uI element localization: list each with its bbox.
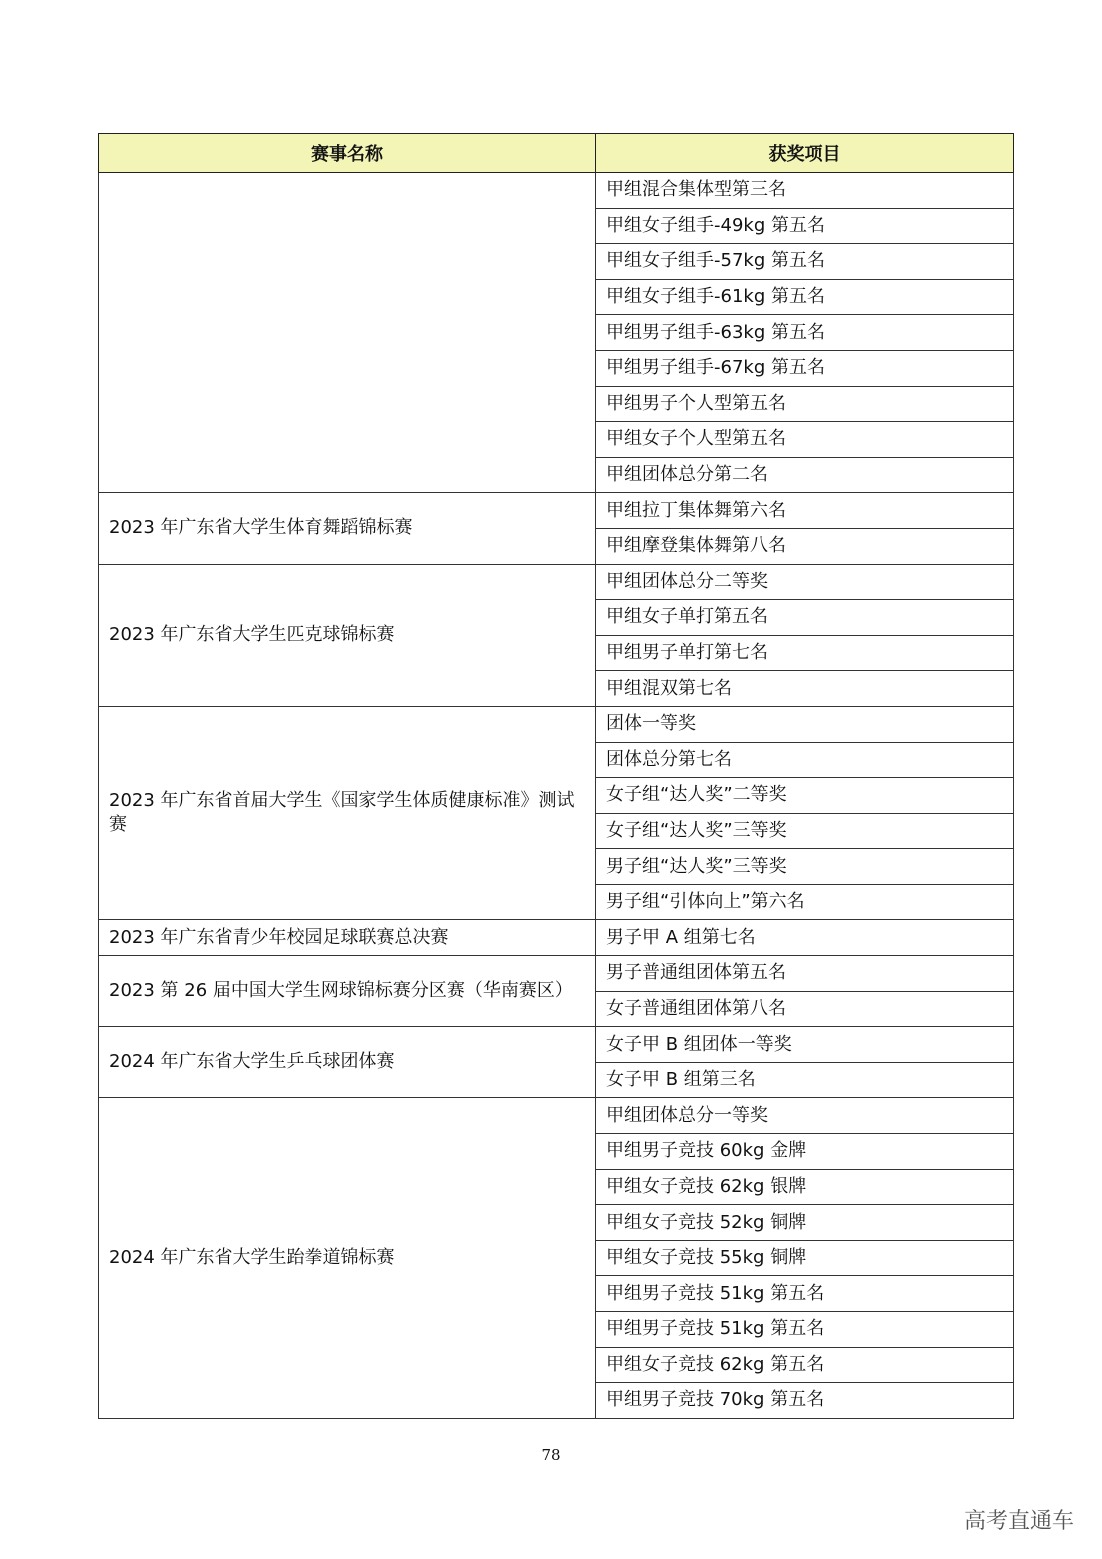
event-name-cell: 2023 年广东省青少年校园足球联赛总决赛 <box>99 920 596 956</box>
header-award-item: 获奖项目 <box>596 134 1014 173</box>
award-cell: 甲组女子竞技 55kg 铜牌 <box>596 1240 1014 1276</box>
award-cell: 甲组团体总分二等奖 <box>596 564 1014 600</box>
award-cell: 男子组“达人奖”三等奖 <box>596 849 1014 885</box>
table-row <box>99 564 1014 600</box>
award-cell: 甲组女子组手-57kg 第五名 <box>596 244 1014 280</box>
table-body <box>99 173 1014 1419</box>
event-name-cell: 2024 年广东省大学生乒乓球团体赛 <box>99 1027 596 1098</box>
table-row <box>99 706 1014 742</box>
award-cell: 甲组男子竞技 51kg 第五名 <box>596 1312 1014 1348</box>
award-cell: 甲组女子个人型第五名 <box>596 422 1014 458</box>
event-name-cell: 2023 第 26 届中国大学生网球锦标赛分区赛（华南赛区） <box>99 956 596 1027</box>
award-cell: 团体总分第七名 <box>596 742 1014 778</box>
award-cell: 甲组团体总分一等奖 <box>596 1098 1014 1134</box>
award-cell: 甲组男子单打第七名 <box>596 635 1014 671</box>
award-cell: 甲组男子个人型第五名 <box>596 386 1014 422</box>
award-cell: 甲组混双第七名 <box>596 671 1014 707</box>
event-name-cell: 2024 年广东省大学生跆拳道锦标赛 <box>99 1098 596 1418</box>
award-cell: 女子组“达人奖”二等奖 <box>596 778 1014 814</box>
event-name-cell: 2023 年广东省首届大学生《国家学生体质健康标准》测试赛 <box>99 706 596 920</box>
award-cell: 甲组男子竞技 51kg 第五名 <box>596 1276 1014 1312</box>
event-name-cell <box>99 173 596 493</box>
header-event-name: 赛事名称 <box>99 134 596 173</box>
event-name-cell: 2023 年广东省大学生体育舞蹈锦标赛 <box>99 493 596 564</box>
award-cell: 甲组女子竞技 62kg 第五名 <box>596 1347 1014 1383</box>
award-cell: 男子组“引体向上”第六名 <box>596 884 1014 920</box>
award-cell: 甲组混合集体型第三名 <box>596 173 1014 209</box>
table-row <box>99 173 1014 209</box>
table-row <box>99 956 1014 992</box>
awards-table <box>98 133 1014 1419</box>
award-cell: 男子普通组团体第五名 <box>596 956 1014 992</box>
award-cell: 甲组摩登集体舞第八名 <box>596 528 1014 564</box>
table-row <box>99 1098 1014 1134</box>
table-header-row <box>99 134 1014 173</box>
award-cell: 甲组团体总分第二名 <box>596 457 1014 493</box>
award-cell: 团体一等奖 <box>596 706 1014 742</box>
award-cell: 男子甲 A 组第七名 <box>596 920 1014 956</box>
page-number: 78 <box>541 1446 561 1464</box>
award-cell: 甲组女子竞技 62kg 银牌 <box>596 1169 1014 1205</box>
table-row <box>99 1027 1014 1063</box>
award-cell: 甲组男子组手-67kg 第五名 <box>596 350 1014 386</box>
award-cell: 甲组男子组手-63kg 第五名 <box>596 315 1014 351</box>
watermark: 高考直通车 <box>963 1509 1074 1534</box>
award-cell: 甲组女子组手-49kg 第五名 <box>596 208 1014 244</box>
award-cell: 女子甲 B 组团体一等奖 <box>596 1027 1014 1063</box>
award-cell: 甲组女子组手-61kg 第五名 <box>596 279 1014 315</box>
award-cell: 女子甲 B 组第三名 <box>596 1062 1014 1098</box>
award-cell: 女子组“达人奖”三等奖 <box>596 813 1014 849</box>
award-cell: 甲组女子竞技 52kg 铜牌 <box>596 1205 1014 1241</box>
award-cell: 甲组男子竞技 70kg 第五名 <box>596 1383 1014 1419</box>
event-name-cell: 2023 年广东省大学生匹克球锦标赛 <box>99 564 596 706</box>
award-cell: 甲组女子单打第五名 <box>596 600 1014 636</box>
table-row <box>99 920 1014 956</box>
award-cell: 女子普通组团体第八名 <box>596 991 1014 1027</box>
award-cell: 甲组拉丁集体舞第六名 <box>596 493 1014 529</box>
table-row <box>99 493 1014 529</box>
award-cell: 甲组男子竞技 60kg 金牌 <box>596 1134 1014 1170</box>
